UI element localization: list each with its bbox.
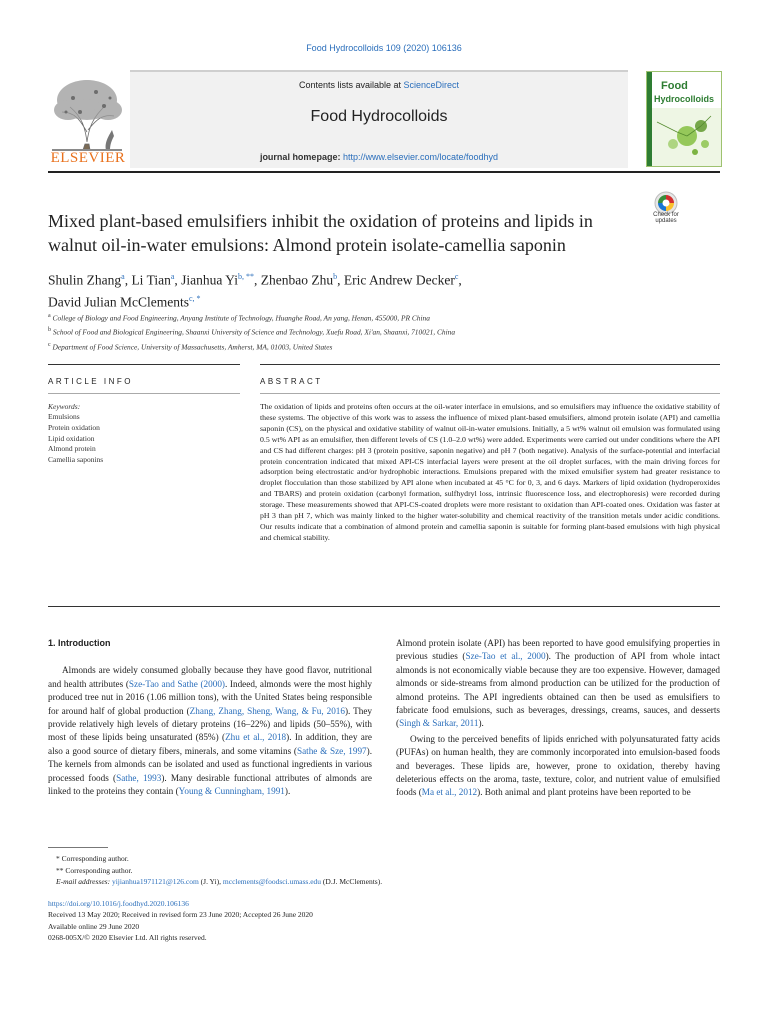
corresponding-author-2: ** Corresponding author.	[56, 865, 133, 875]
abstract-heading: ABSTRACT	[260, 377, 323, 386]
paragraph-text: ). The kernels from almonds can be isolated and used as functional ingredients in various processed foods (	[48, 745, 373, 783]
paragraph-text: ). Many desirable functional attributes of almonds are linked to the proteins they contain (	[48, 772, 373, 797]
paragraph-text: ).	[478, 718, 484, 729]
homepage-link[interactable]: http://www.elsevier.com/locate/foodhyd	[342, 152, 499, 162]
elsevier-wordmark: ELSEVIER	[50, 150, 126, 166]
homepage-label: journal homepage:	[259, 152, 343, 162]
citation-link[interactable]: Zhang, Zhang, Sheng, Wang, & Fu, 2016	[189, 705, 345, 716]
check-for-updates-icon[interactable]	[648, 190, 684, 232]
paragraph-text: ).	[284, 786, 291, 797]
paragraph-text: Almond protein isolate (API) has been reported to have good emulsifying properties in previous studies (	[396, 638, 720, 662]
citation-link[interactable]: Ma et al., 2012	[421, 787, 478, 798]
author-name: Zhenbao Zhu	[260, 272, 334, 288]
affiliation-letter: c	[48, 341, 51, 348]
email-link-mcclements[interactable]: mcclements@foodsci.umass.edu	[222, 877, 322, 886]
affiliations	[48, 310, 688, 353]
author-affiliation-marker[interactable]: b, **	[238, 272, 255, 281]
cover-title-hydrocolloids: Hydrocolloids	[654, 94, 715, 104]
intro-paragraph-3	[396, 733, 720, 800]
author-name: David Julian McClements	[48, 294, 189, 309]
author-affiliation-marker[interactable]: a	[121, 272, 125, 281]
citation-link[interactable]: Sze-Tao et al., 2000	[465, 651, 546, 662]
sciencedirect-link[interactable]: ScienceDirect	[403, 80, 460, 90]
abstract-bottom-rule	[260, 393, 720, 394]
article-info-bottom-rule	[48, 393, 240, 394]
email-owner-mcclements: (D.J. McClements).	[321, 877, 383, 886]
intro-paragraph-1	[48, 664, 372, 798]
abstract-text: The oxidation of lipids and proteins often occurs at the oil-water interface in emulsions, and so emulsifiers may influence the oxidative stability of these systems. The objective of this work was to assess the influence of mixed plant-based emulsifiers, almond protein isolate (API) and camellia saponin (CS), on the physical and oxidative stability of walnut oil-in-water emulsions. Initially, a 5 wt% walnut oil emulsion was formulated using 0.5 wt% API as an emulsifier, then different levels of CS (1.0–2.0 wt%) were added. Experiments were carried out under conditions where the API and CS had different charges: pH 3 (protein positive, saponin negative) and pH 7 (both negative). Analysis of the surface-potential and interfacial protein concentration indicated that mixed API-CS interfacial layers were present at the oil droplet surfaces, with the main driving forces for adsorption being electrostatic and/or hydrophobic interactions. Emulsions prepared with the mixed emulsifier system had greater resistance to droplet flocculation than those stabilized by API alone when incubated at 45 °C for 0, 3, and 6 days. Markers of lipid oxidation (hydroperoxides and TBARS) and protein oxidation (carbonyl formation, sulfhydryl loss, intrinsic fluorescence loss, and electrophoresis) were recorded during storage. These measurements showed that API-CS-coated droplets were more resistant to oxidation than API-coated ones. Oxidation was faster at pH 3 than pH 7, which was mainly linked to the higher water-solubility and chemical reactivity of the transition metals under acidic conditions. Our results indicate that a combination of almond protein and camellia saponin is suitable for forming plant-based emulsions with high physical and chemical stability.	[260, 402, 720, 542]
author-affiliation-marker[interactable]: c, *	[188, 293, 201, 303]
received-dates: Received 13 May 2020; Received in revised form 23 June 2020; Accepted 26 June 2020	[48, 910, 313, 920]
contents-prefix: Contents lists available at	[298, 80, 404, 90]
header-divider	[48, 171, 720, 173]
body-column-left	[48, 637, 372, 798]
affiliation-line	[48, 339, 688, 353]
body-column-right	[396, 637, 720, 800]
affiliation-line	[48, 310, 688, 324]
journal-homepage-line	[130, 152, 628, 162]
author-affiliation-marker[interactable]: c	[454, 272, 459, 281]
citation-link[interactable]: Sze-Tao and Sathe (2000)	[128, 678, 225, 689]
contents-available-line	[130, 80, 628, 90]
abstract-top-rule	[260, 364, 720, 365]
available-online: Available online 29 June 2020	[48, 921, 140, 931]
copyright: 0268-005X/© 2020 Elsevier Ltd. All rights reserved.	[48, 933, 207, 943]
article-info-top-rule	[48, 364, 240, 365]
article-metadata	[48, 898, 720, 944]
keyword-item: Emulsions	[48, 412, 80, 421]
affiliation-letter: b	[48, 327, 51, 334]
citation-link[interactable]: Sathe, 1993	[116, 772, 162, 783]
affiliation-text: College of Biology and Food Engineering, Anyang Institute of Technology, Huanghe Road, An yang, Henan, 455000, PR China	[52, 313, 430, 323]
paragraph-text: ). The production of API from whole intact almonds is not economically viable because they are too expensive. However, damaged almonds or side-streams from almond production can be utilized for the production of almond proteins. The API ingredients obtained can then be used as emulsifiers to fabricate food emulsions, such as beverages, dressings, creams, sauces, and desserts (	[396, 651, 720, 729]
author-affiliation-marker[interactable]: a	[170, 272, 175, 281]
affiliation-line	[48, 324, 688, 338]
paragraph-text: . Indeed, almonds were the most highly produced tree nut in 2016 (1.06 million tons), with the United States being responsible for around half of global production (	[48, 678, 372, 716]
author-name: Shulin Zhang	[48, 272, 122, 288]
footnote-rule	[48, 847, 108, 848]
abstract-end-rule	[48, 606, 720, 607]
keyword-item: Almond protein	[48, 444, 96, 454]
author-list: Shulin Zhang$^a$, Li Tian$^a$, Jianhua $Yi^{b, **}$, Zhenbao Zhu$^b$, Eric Andrew Decker$^c$, David Julian McClements$^{c, *}$	[48, 272, 462, 309]
author-name: Jianhua Yi	[181, 272, 239, 288]
keyword-item: Protein oxidation	[48, 422, 100, 432]
paragraph-text: Almonds are widely consumed globally because they have good flavor, nutritional and health attributes (	[48, 665, 372, 689]
citation-link[interactable]: Young & Cunningham, 1991	[178, 786, 285, 797]
article-title: Mixed plant-based emulsifiers inhibit the oxidation of proteins and lipids in walnut oil-in-water emulsions: Almond protein isolate-camellia saponin	[48, 211, 593, 255]
doi-link[interactable]: https://doi.org/10.1016/j.foodhyd.2020.106136	[48, 899, 189, 908]
cover-title-food: Food	[661, 80, 688, 92]
corresponding-author-1: * Corresponding author.	[56, 854, 129, 863]
email-owner-yi: (J. Yi),	[198, 877, 223, 886]
email-label: E-mail addresses:	[56, 877, 112, 886]
paragraph-text: ). In addition, they are also a good source of dietary fibers, minerals, and some vitamins (	[48, 732, 373, 756]
email-addresses	[48, 876, 720, 888]
check-for-updates-label[interactable]: Check for updates	[653, 212, 679, 224]
affiliation-text: Department of Food Science, University of Massachusetts, Amherst, MA, 01003, United States	[52, 342, 333, 352]
citation-link[interactable]: Sathe & Sze, 1997	[296, 745, 367, 756]
keyword-item: Camellia saponins	[48, 455, 104, 465]
paragraph-text: ). Both animal and plant proteins have been reported to be	[477, 787, 691, 798]
author-name: Eric Andrew Decker	[343, 272, 455, 288]
journal-name: Food Hydrocolloids	[310, 108, 448, 125]
affiliation-letter: a	[48, 313, 51, 319]
footnotes	[48, 853, 720, 888]
paragraph-text: ). They provide relatively high levels of dietary proteins (16–22%) and lipids (50–55%), with most of these lipids being unsaturated (85%) (	[48, 705, 372, 743]
introduction-heading: 1. Introduction	[48, 638, 111, 648]
citation-link[interactable]: Singh & Sarkar, 2011	[399, 718, 479, 729]
intro-paragraph-2	[396, 637, 720, 731]
journal-citation[interactable]: Food Hydrocolloids 109 (2020) 106136	[306, 43, 462, 53]
citation-link[interactable]: Zhu et al., 2018	[225, 732, 287, 743]
author-affiliation-marker[interactable]: b	[333, 272, 338, 281]
keyword-item: Lipid oxidation	[48, 433, 95, 443]
author-name: Li Tian	[131, 272, 171, 288]
affiliation-text: School of Food and Biological Engineering, Shaanxi University of Science and Technology, Xuefu Road, Xi'an, Shaanxi, 710021, China	[52, 327, 456, 337]
article-info-heading: ARTICLE INFO	[48, 377, 133, 386]
paragraph-text: Owing to the perceived benefits of lipids enriched with polyunsaturated fatty acids (PUFAs) on human health, they are commonly incorporated into emulsion-based foods and beverages. These lipids are, however, prone to oxidation, thereby having deleterious effects on the aroma, taste, texture, color, and nutrient value of emulsified foods (	[396, 733, 720, 798]
keywords-label: Keywords:	[48, 402, 81, 411]
email-link-yi[interactable]: yijianhua1971121@126.com	[111, 877, 199, 886]
keywords-list	[48, 412, 103, 466]
